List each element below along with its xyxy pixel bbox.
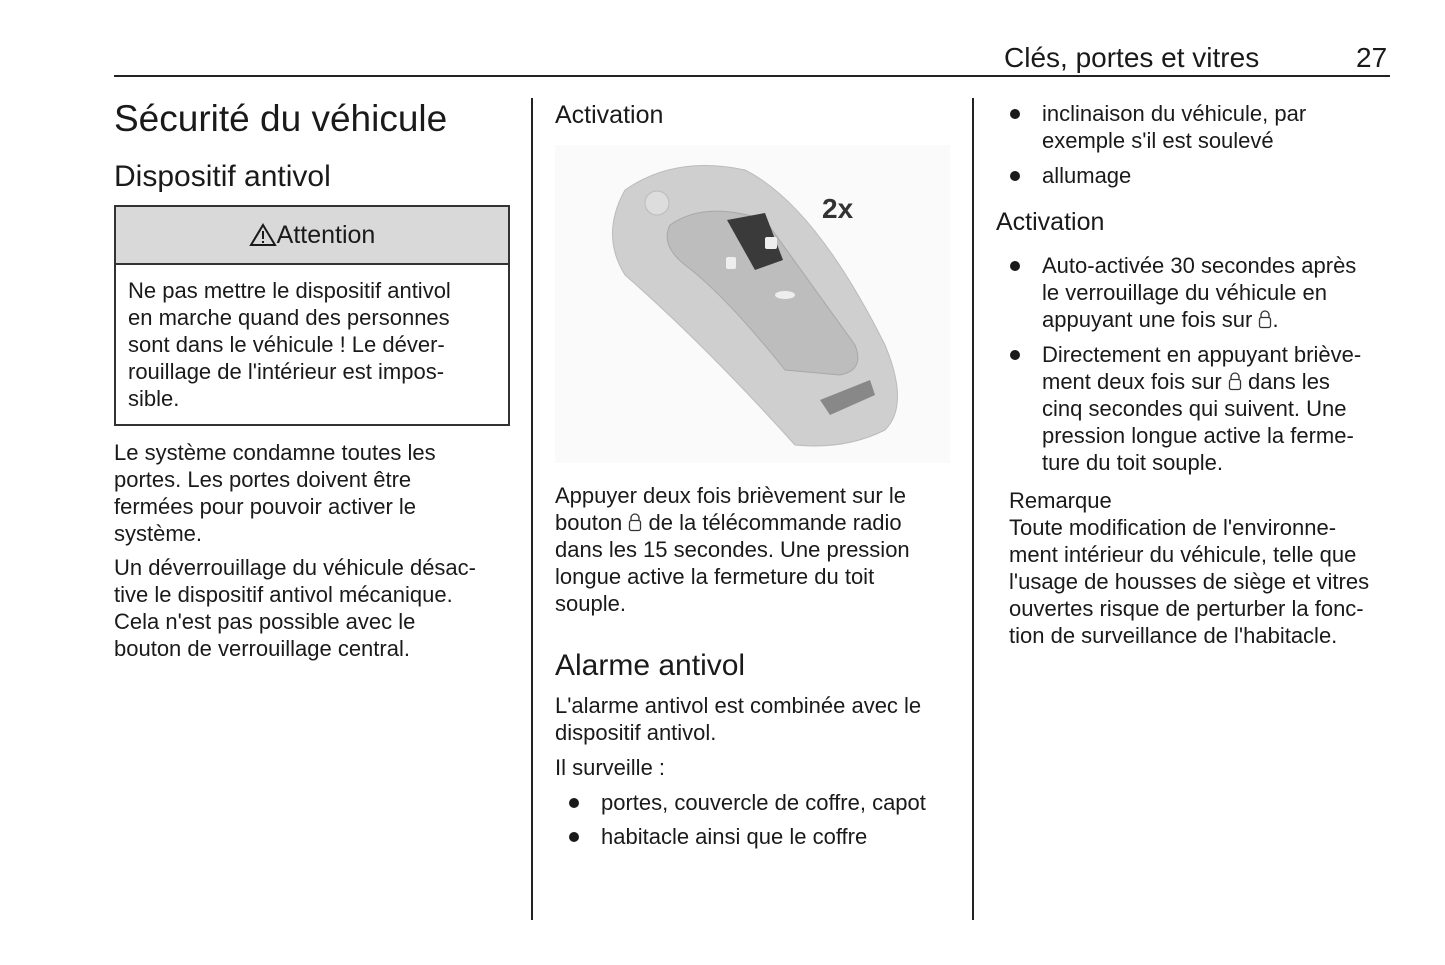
text: habitacle ainsi que le coffre (601, 824, 868, 849)
warning-text: Ne pas mettre le dispositif antivol en marche quand des personnes sont dans le véhicule ! Le déver- rouillage de l'intérieur est impos- sible. (128, 278, 451, 411)
text: portes, couvercle de coffre, capot (601, 790, 926, 815)
lock-icon (1228, 371, 1242, 391)
text: inclinaison du véhicule, par exemple s'il est soulevé (1042, 101, 1307, 153)
text: de la télécommande radio dans les 15 secondes. Une pression longue active la fermeture du toit souple. (555, 510, 910, 616)
text: allumage (1042, 163, 1132, 188)
paragraph: L'alarme antivol est combinée avec le dispositif antivol. (555, 693, 922, 745)
alarm-title: Alarme antivol (555, 649, 746, 682)
note-title: Remarque (1009, 488, 1112, 513)
bullet-icon (569, 798, 579, 808)
list-item (1042, 252, 1356, 333)
remote-key-illustration (555, 145, 950, 463)
running-header: Clés, portes et vitres (1004, 42, 1260, 73)
bullet-icon (1010, 261, 1020, 271)
warning-header (116, 207, 508, 265)
column-divider (972, 98, 974, 920)
paragraph: Il surveille : (555, 755, 666, 780)
list-item (1042, 341, 1361, 476)
text: . (1272, 307, 1279, 332)
column-divider (531, 98, 533, 920)
text: dans les cinq secondes qui suivent. Une pression longue active la ferme- ture du toit souple. (1042, 369, 1354, 475)
paragraph (555, 482, 910, 617)
text: Directement en appuyant briève- ment deux fois sur (1042, 342, 1362, 394)
bullet-icon (1010, 350, 1020, 360)
text: Appuyer deux fois brièvement sur le bouton (555, 483, 906, 535)
paragraph: Un déverrouillage du véhicule désac- tive le dispositif antivol mécanique. Cela n'est pas possible avec le bouton de verrouillage central. (114, 555, 476, 661)
note-text: Toute modification de l'environne- ment intérieur du véhicule, telle que l'usage de housses de siège et vitres ouvertes risque de perturber la fonc- tion de surveillance de l'habitacle. (1009, 515, 1370, 648)
section-title: Sécurité du véhicule (114, 98, 448, 139)
page-number: 27 (1356, 42, 1388, 73)
lock-icon (628, 512, 642, 532)
activation-heading: Activation (555, 101, 664, 129)
warning-label: Attention (276, 220, 376, 249)
list-item (601, 789, 926, 816)
header-rule (114, 75, 1390, 77)
bullet-icon (1010, 171, 1020, 181)
text: Auto-activée 30 secondes après le verrouillage du véhicule en appuyant une fois sur (1042, 253, 1357, 332)
subsection-title: Dispositif antivol (114, 160, 331, 193)
figure-label: 2x (822, 193, 854, 224)
list-item (1042, 100, 1306, 154)
list-item (1042, 162, 1131, 189)
bullet-icon (569, 832, 579, 842)
paragraph: Le système condamne toutes les portes. Les portes doivent être fermées pour pouvoir activer le système. (114, 440, 436, 546)
activation-heading: Activation (996, 208, 1105, 236)
bullet-icon (1010, 109, 1020, 119)
lock-icon (1258, 309, 1272, 329)
warning-box (114, 205, 510, 426)
warning-triangle-icon (249, 223, 277, 247)
remote-key-icon (555, 145, 950, 463)
list-item (601, 823, 867, 850)
